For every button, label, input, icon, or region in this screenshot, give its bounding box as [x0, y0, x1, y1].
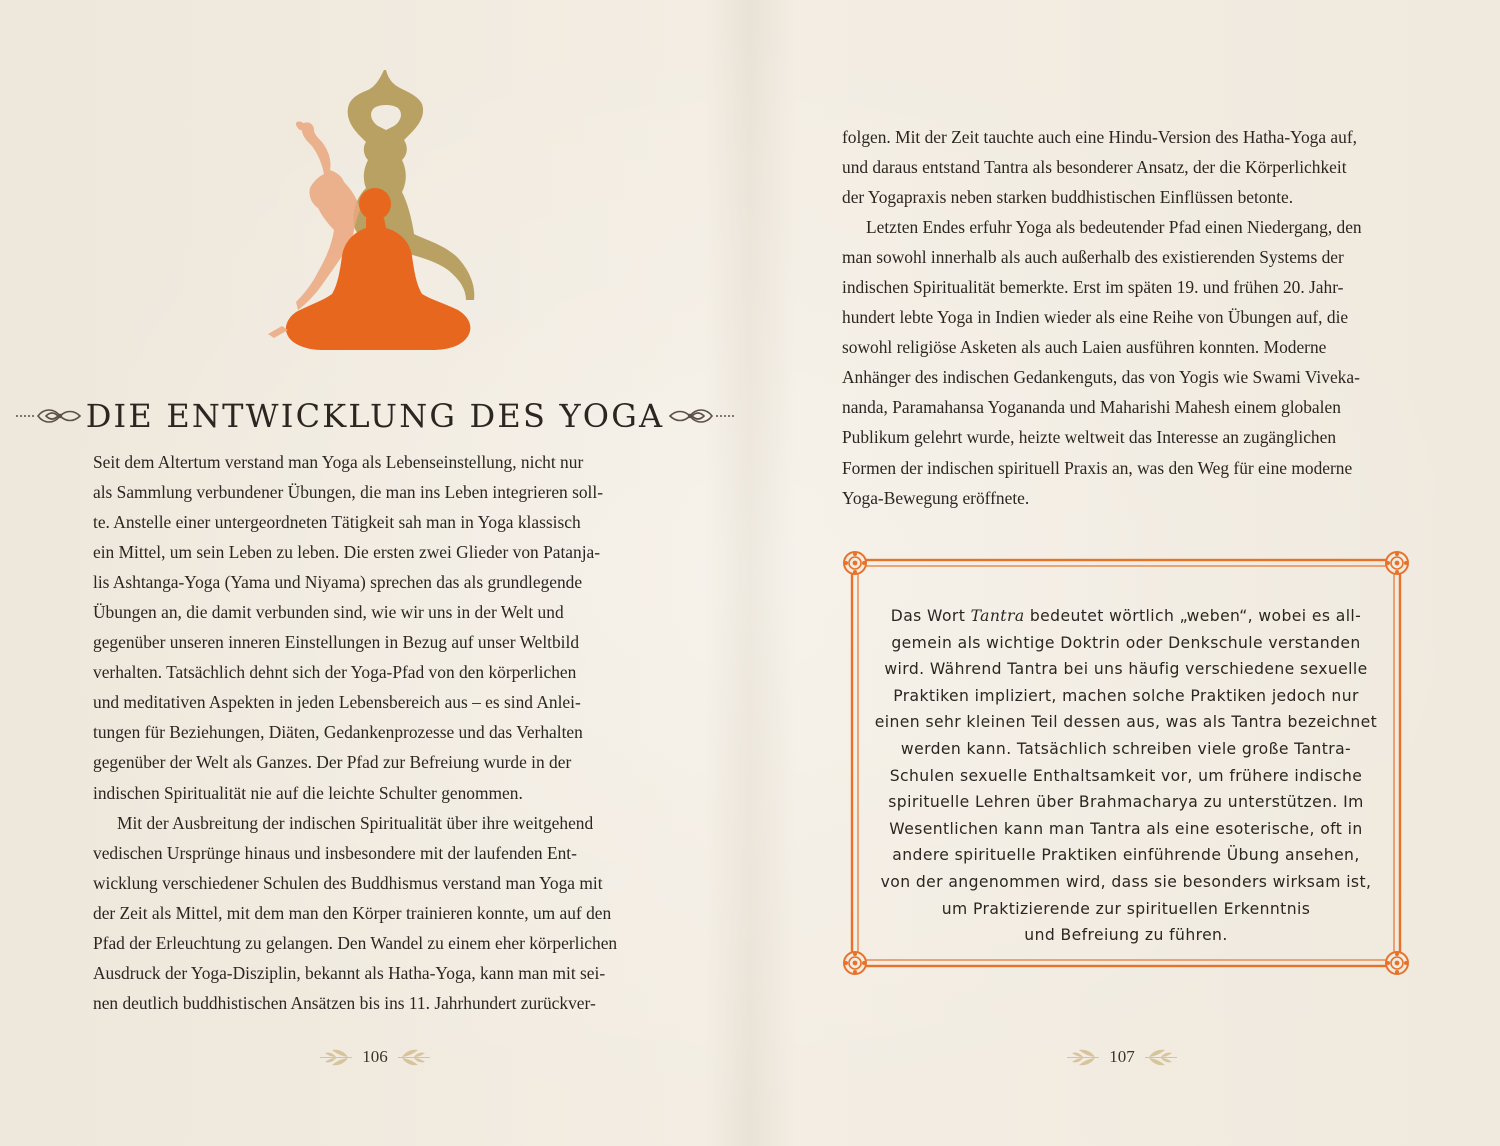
leaf-ornament-icon	[318, 1047, 354, 1067]
right-page	[750, 0, 1500, 1146]
yoga-figures-illustration	[262, 64, 488, 356]
note-text: Das Wort Tantra bedeutet wörtlich „weben“, wobei es all- gemein als wichtige Doktrin oder Denkschule verstanden wird. Während Tantra bei uns häufig verschiedene sexuelle Praktiken impliziert, machen solche Praktiken jedoch nur einen sehr kleinen Teil dessen aus, was als Tantra bezeichnet werden kann. Tatsächlich schreiben viele große Tantra- Schulen sexuelle Enthaltsamkeit vor, um frühere indische spirituelle Lehren über Brahmacharya zu unterstützen. Im Wesentlichen kann man Tantra als eine esoterische, oft in andere spirituelle Praktiken einführende Übung ansehen, von der angenommen wird, dass sie besonders wirksam ist, um Praktizierende zur spirituellen Erkenntnis und Befreiung zu führen.	[872, 603, 1380, 949]
tantra-note-box	[842, 550, 1410, 976]
right-title-ornament-icon	[666, 403, 736, 429]
paragraph: folgen. Mit der Zeit tauchte auch eine Hindu-Version des Hatha-Yoga auf, und daraus entstand Tantra als besonderer Ansatz, der die Körperlichkeit der Yogapraxis neben starken buddhistischen Einflüssen betonte.	[842, 127, 1357, 208]
right-body-text	[842, 122, 1412, 513]
page-number: 107	[1109, 1047, 1135, 1066]
leaf-ornament-icon	[1065, 1047, 1101, 1067]
page-title: DIE ENTWICKLUNG DES YOGA	[85, 397, 665, 435]
lotus-figure	[286, 188, 470, 350]
chapter-title-row	[58, 393, 692, 439]
page-number-right	[1050, 1042, 1194, 1072]
left-body-text	[93, 447, 673, 1018]
left-title-ornament-icon	[14, 403, 84, 429]
paragraph: Letzten Endes erfuhr Yoga als bedeutender Pfad einen Niedergang, den man sowohl innerhalb als auch außerhalb des existierenden Systems der indischen Spiritualität bemerkte. Erst im späten 19. und frühen 20. Jahr- hundert lebte Yoga in Indien wieder als eine Reihe von Übungen auf, die sowohl religiöse Asketen als auch Laien ausführen konnten. Moderne Anhänger des indischen Gedankenguts, das von Yogis wie Swami Viveka- nanda, Paramahansa Yogananda und Maharishi Mahesh einem globalen Publikum gelehrt wurde, heizte weltweit das Interesse an zugänglichen Formen der indischen spirituell Praxis an, was den Weg für eine moderne Yoga-Bewegung eröffnete.	[842, 217, 1362, 508]
note-first-line: Das Wort Tantra bedeutet wörtlich „weben“, wobei es all-	[890, 607, 1362, 625]
paragraph: Seit dem Altertum verstand man Yoga als Lebenseinstellung, nicht nur als Sammlung verbundener Übungen, die man ins Leben integrieren soll- te. Anstelle einer untergeordneten Tätigkeit sah man in Yoga klassisch ein Mittel, um sein Leben zu leben. Die ersten zwei Glieder von Patanja- lis Ashtanga-Yoga (Yama und Niyama) sprechen das als grundlegende Übungen an, die damit verbunden sind, wie wir uns in der Welt und gegenüber unseren inneren Einstellungen in Bezug auf unser Weltbild verhalten. Tatsächlich dehnt sich der Yoga-Pfad von den körperlichen und meditativen Aspekten in jeden Lebensbereich aus – es sind Anlei- tungen für Beziehungen, Diäten, Gedankenprozesse und das Verhalten gegenüber der Welt als Ganzes. Der Pfad zur Befreiung wurde in der indischen Spiritualität nie auf die leichte Schulter genommen.	[93, 452, 603, 803]
paragraph: Mit der Ausbreitung der indischen Spiritualität über ihre weitgehend vedischen Ursprünge hinaus und insbesondere mit der laufenden Ent- wicklung verschiedener Schulen des Buddhismus verstand man Yoga mit der Zeit als Mittel, mit dem man den Körper trainieren konnte, um auf den Pfad der Erleuchtung zu gelangen. Den Wandel zu einem eher körperlichen Ausdruck der Yoga-Disziplin, bekannt als Hatha-Yoga, kann man mit sei- nen deutlich buddhistischen Ansätzen bis ins 11. Jahrhundert zurückver-	[93, 812, 618, 1013]
leaf-ornament-icon	[396, 1047, 432, 1067]
page-number-left	[300, 1042, 450, 1072]
leaf-ornament-icon	[1143, 1047, 1179, 1067]
page-number: 106	[362, 1047, 388, 1066]
